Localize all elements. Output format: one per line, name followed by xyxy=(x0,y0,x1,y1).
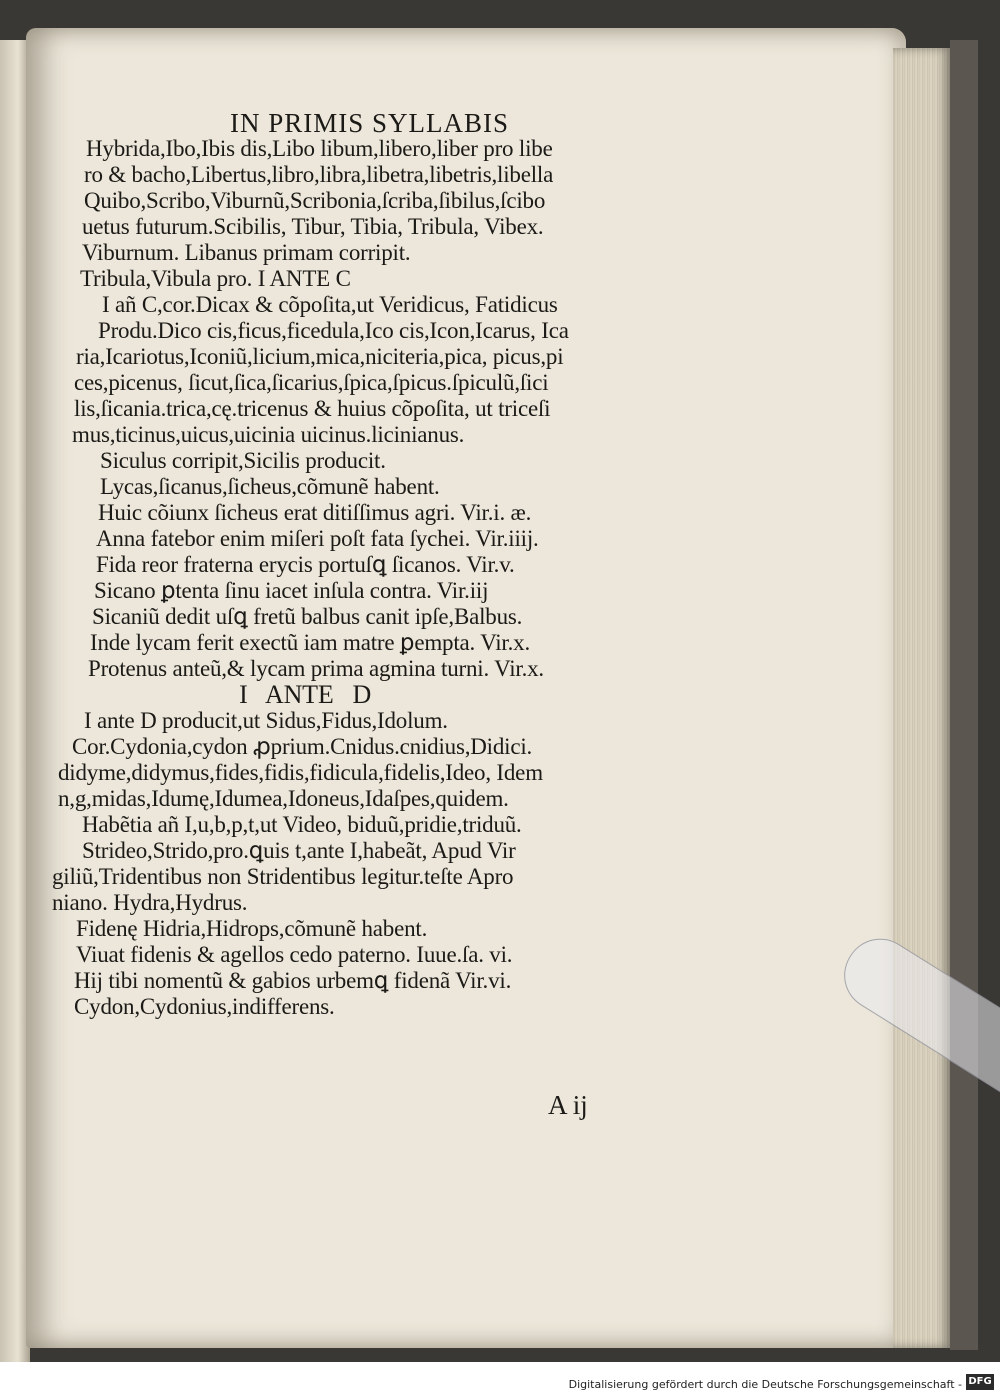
section-heading: I ANTE D xyxy=(132,680,372,709)
text-line: Fidenę Hidria,Hidrops,cõmunẽ habent. xyxy=(76,916,428,941)
text-line: niano. Hydra,Hydrus. xyxy=(52,890,248,915)
text-line: Cor.Cydonia,cydon ꝓprium.Cnidus.cnidius,Didici. xyxy=(72,734,533,759)
text-line: Sicano ꝑtenta ſinu iacet inſula contra. Vir.iij xyxy=(94,578,489,603)
text-line: Anna fatebor enim miſeri poſt fata ſychei. Vir.iiij. xyxy=(96,526,539,551)
text-line: I añ C,cor.Dicax & cõpoſita,ut Veridicus, Fatidicus xyxy=(102,292,558,317)
text-line: uetus futurum.Scibilis, Tibur, Tibia, Tribula, Vibex. xyxy=(82,214,544,239)
text-line: Huic cõiunx ſicheus erat ditiſſimus agri. Vir.i. æ. xyxy=(98,500,532,525)
text-block xyxy=(52,112,698,1020)
running-head: IN PRIMIS SYLLABIS xyxy=(230,108,510,138)
signature-mark: A ij xyxy=(548,1090,588,1120)
text-line: Siculus corripit,Sicilis producit. xyxy=(100,448,386,473)
dfg-logo: DFG xyxy=(966,1374,994,1390)
text-line: Sicaniũ dedit uſꝗ fretũ balbus canit ipſe,Balbus. xyxy=(92,604,523,629)
text-line: Tribula,Vibula pro. I ANTE C xyxy=(80,266,351,291)
text-line: Hybrida,Ibo,Ibis dis,Libo libum,libero,liber pro libe xyxy=(86,136,553,161)
text-line: Produ.Dico cis,ficus,ficedula,Ico cis,Icon,Icarus, Ica xyxy=(98,318,569,343)
text-line: Strideo,Strido,pro.ꝗuis t,ante I,habeãt, Apud Vir xyxy=(82,838,516,863)
text-line: Cydon,Cydonius,indifferens. xyxy=(74,994,335,1019)
text-line: lis,ſicania.trica,cę.tricenus & huius cõpoſita, ut triceſi xyxy=(74,396,551,421)
book-cover-edge xyxy=(950,40,978,1350)
text-line: Habẽtia añ I,u,b,p,t,ut Video, biduũ,pridie,triduũ. xyxy=(82,812,522,837)
text-line: Hij tibi nomentũ & gabios urbemꝗ fidenã Vir.vi. xyxy=(74,968,512,993)
text-line: ces,picenus, ſicut,ſica,ſicarius,ſpica,ſpicus.ſpiculũ,ſici xyxy=(74,370,549,395)
text-line: I ante D producit,ut Sidus,Fidus,Idolum. xyxy=(84,708,448,733)
funding-credit: Digitalisierung gefördert durch die Deutsche Forschungsgemeinschaft - xyxy=(568,1378,962,1391)
text-line: giliũ,Tridentibus non Stridentibus legitur.teſte Apro xyxy=(52,864,514,889)
text-line: Inde lycam ferit exectũ iam matre ꝑempta. Vir.x. xyxy=(90,630,531,655)
text-line: didyme,didymus,fides,fidis,fidicula,fidelis,Ideo, Idem xyxy=(58,760,543,785)
page-fore-edge xyxy=(893,48,951,1348)
text-line: ro & bacho,Libertus,libro,libra,libetra,libetris,libella xyxy=(84,162,554,187)
text-line: n,g,midas,Idumę,Idumea,Idoneus,Idaſpes,quidem. xyxy=(58,786,509,811)
text-line: Quibo,Scribo,Viburnũ,Scribonia,ſcriba,ſibilus,ſcibo xyxy=(84,188,546,213)
text-line: Viuat fidenis & agellos cedo paterno. Iuue.ſa. vi. xyxy=(76,942,513,967)
text-line: Fida reor fraterna erycis portuſꝗ ſicanos. Vir.v. xyxy=(96,552,515,577)
text-line: Viburnum. Libanus primam corripit. xyxy=(82,240,411,265)
text-line: mus,ticinus,uicus,uicinia uicinus.licinianus. xyxy=(72,422,465,447)
text-line: Lycas,ſicanus,ſicheus,cõmunẽ habent. xyxy=(100,474,440,499)
text-line: Protenus anteũ,& lycam prima agmina turni. Vir.x. xyxy=(88,656,544,681)
text-line: ria,Icariotus,Iconiũ,licium,mica,niciteria,pica, picus,pi xyxy=(76,344,564,369)
